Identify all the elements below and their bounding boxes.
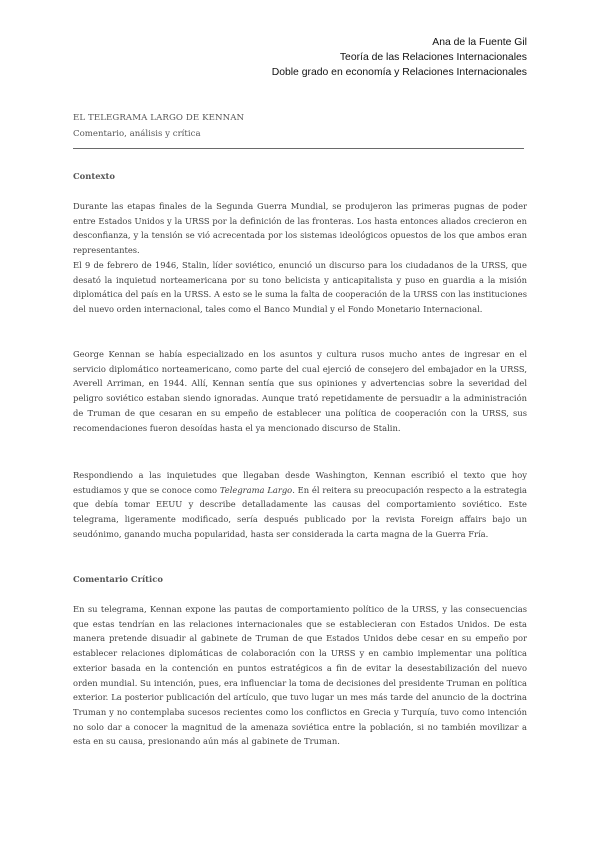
- paragraph-context-1: Durante las etapas finales de la Segunda Guerra Mundial, se produjeron las primeras pugnas de poder entre Estados Unidos y la URSS por la definición de las fronteras. Los hasta entonces aliados crecieron en desconfianza, y la tensión se vió acrecentada por los sistemas ideológicos opuestos de los que ambos eran representantes.: [73, 201, 527, 256]
- paragraph-context-4-start: Respondiendo a las inquietudes que llegaban desde Washington, Kennan escribió el texto que hoy estudiamos y que se conoce como: [73, 470, 527, 495]
- context-heading: Contexto: [73, 171, 115, 181]
- paragraph-context-3: George Kennan se había especializado en los asuntos y cultura rusos mucho antes de ingresar en el servicio diplomático norteamericano, como parte del cual ejerció de consejero del embajador en la URSS, Averell Arriman, en 1944. Allí, Kennan sentía que sus opiniones y advertencias sobre la severidad del peligro soviético estaban siendo ignoradas. Aunque trató repetidamente de persuadir a la administración de Truman de que cesaran en su empeño de establecer una política de cooperación con la URSS, sus recomendaciones fueron desoídas hasta el ya mencionado discurso de Stalin.: [73, 349, 527, 433]
- paragraph-critique-1: En su telegrama, Kennan expone las pautas de comportamiento político de la URSS, y las consecuencias que estas tendrían en las relaciones internacionales que se establecieran con Estados Unidos. De esta manera pretende disuadir al gabinete de Truman de que Estados Unidos debe cesar en su empeño por establecer relaciones diplomáticas de colaboración con la URSS y en cambio implementar una política exterior basada en la contención en puntos estratégicos a fin de evitar la desestabilización del nuevo orden mundial. Su intención, pues, era influenciar la toma de decisiones del presidente Truman en política exterior. La posterior publicación del artículo, que tuvo lugar un mes más tarde del anuncio de la doctrina Truman y no contemplaba sucesos recientes como los conflictos en Grecia y Turquía, tuvo como intención no solo dar a conocer la magnitud de la amenaza soviética entre la población, si no también movilizar a esta en su causa, presionando aún más al gabinete de Truman.: [73, 604, 527, 747]
- telegram-title-italic: Telegrama Largo: [219, 484, 293, 495]
- degree-name: Doble grado en economía y Relaciones Internacionales: [271, 67, 527, 78]
- paragraph-context-2: El 9 de febrero de 1946, Stalin, líder soviético, enunció un discurso para los ciudadanos de la URSS, que desató la inquietud norteamericana por su tono belicista y anticapitalista y puso en guardia a la misión diplomática del país en la URSS. A esto se le suma la falta de cooperación de la URSS con las instituciones del nuevo orden internacional, tales como el Banco Mundial y el Fondo Monetario Internacional.: [73, 260, 527, 315]
- critique-heading: Comentario Crítico: [73, 574, 163, 584]
- title-divider: [73, 148, 524, 149]
- paragraph-context-4-end: . En él reitera su preocupación respecto a la estrategia que debía tomar EEUU y describe detalladamente las causas del comportamiento soviético. Este telegrama, ligeramente modificado, sería después publicado por la revista Foreign affairs bajo un seudónimo, ganando mucha popularidad, hasta ser considerada la carta magna de la Guerra Fría.: [73, 484, 527, 539]
- document-subtitle: Comentario, análisis y crítica: [73, 129, 201, 139]
- author-header: [197, 35, 527, 80]
- course-name: Teoría de las Relaciones Internacionales: [339, 52, 527, 63]
- author-name: Ana de la Fuente Gil: [432, 37, 527, 48]
- document-title: EL TELEGRAMA LARGO DE KENNAN: [73, 113, 245, 123]
- paragraph-context-4: [73, 468, 527, 542]
